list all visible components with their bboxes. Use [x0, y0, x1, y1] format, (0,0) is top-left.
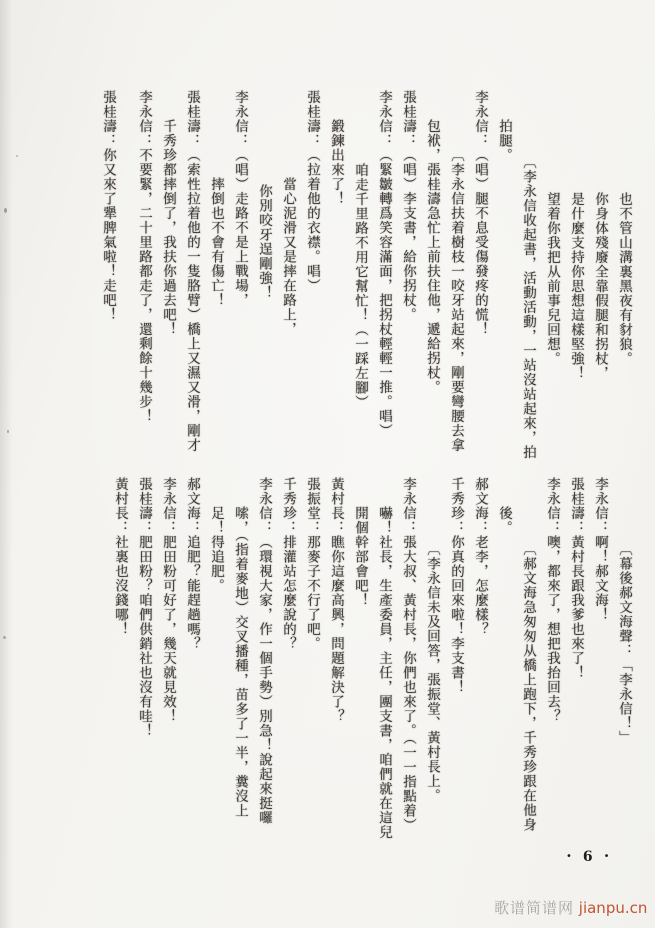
- script-column: 包袱，張桂濤急忙上前扶住他，遞給拐杖。: [424, 119, 440, 395]
- page-number: [566, 849, 610, 865]
- script-column: 拍腿。: [496, 119, 512, 163]
- script-column: 李永信：張大叔、黃村長，你們也來了。（一一指點着）: [400, 477, 416, 833]
- scan-speck: [16, 155, 18, 157]
- script-column: 李永信：啊！郝文海！: [592, 477, 608, 622]
- script-column: 你身体殘廢全靠假腿和拐杖，: [592, 191, 608, 380]
- script-column: 開個幹部會吧！: [352, 506, 368, 608]
- script-column: 〔幕後郝文海聲：「李永信！」: [616, 542, 632, 746]
- script-column: 黃村長：瞧你這麼高興，問題解決了？: [328, 477, 344, 724]
- script-column: 後。: [496, 506, 512, 535]
- script-text-block-bottom: [108, 477, 636, 883]
- script-column: 是什麼支持你思想這樣堅強！: [568, 191, 584, 380]
- script-column: 千秀珍：你真的回來啦！李支書！: [448, 477, 464, 695]
- script-column: 嗦，（指着麥地）交叉播種，苗多了一半，糞沒上: [232, 506, 248, 819]
- script-column: 張桂濤：黃村長跟我爹也來了！: [568, 477, 584, 680]
- script-column: 鍛鍊出來了！: [328, 119, 344, 206]
- page-number-value: 6: [582, 849, 593, 865]
- script-column: 張桂濤：（索性拉着他的一隻胳臂）橋上又濕又滑，剛才: [184, 90, 200, 453]
- script-column: 當心泥滑又是摔在路上，: [280, 177, 296, 337]
- script-column: 李永信：（環視大家，作一個手勢）別急！說起來挺囉: [256, 477, 272, 825]
- script-column: 你別咬牙逞剛強！: [256, 184, 272, 301]
- page-number-dot: •: [566, 851, 572, 862]
- script-text-block-top: [96, 90, 636, 468]
- script-column: 望着你我把从前事兒回想。: [544, 191, 560, 366]
- script-column: 足！得追肥。: [208, 506, 224, 593]
- script-column: 李永信：（唱）走路不是上戰場，: [232, 90, 248, 308]
- script-column: 黃村長：社裏也沒錢哪！: [112, 477, 128, 637]
- script-column: 李永信：（唱）腿不息受傷發疼的慌！: [472, 90, 488, 337]
- script-column: 張桂濤：你又來了犟脾氣啦！走吧！: [100, 90, 116, 322]
- script-column: 〔李永信未及回答，張振堂、黃村長上。: [424, 542, 440, 804]
- script-column: 〔李永信收起書，活動活動，一站沒站起來，拍: [520, 155, 536, 460]
- script-column: 李永信：肥田粉可好了，幾天就見效！: [160, 477, 176, 724]
- script-column: 嚇！社長，生產委員，主任，團支書，咱們就在這兒: [376, 506, 392, 840]
- watermark: [494, 897, 647, 918]
- script-column: 郝文海：老李，怎麼樣？: [472, 477, 488, 637]
- scan-speck: [4, 208, 7, 213]
- script-column: 郝文海：追肥？能趕趟嗎？: [184, 477, 200, 651]
- scan-speck: [7, 430, 9, 433]
- script-column: 張桂濤：肥田粉？咱們供銷社也沒有哇！: [136, 477, 152, 738]
- script-column: 李永信：噢，都來了，想把我抬回去？: [544, 477, 560, 724]
- script-column: 摔倒也不會有傷亡！: [208, 177, 224, 308]
- script-column: 千秀珍都摔倒了，我扶你過去吧！: [160, 119, 176, 337]
- script-column: 李永信：（緊皺轉爲笑容滿面，把拐杖輕輕一推。唱）: [376, 90, 392, 438]
- watermark-site-name: 歌谱简谱网: [494, 899, 575, 917]
- scan-speck: [3, 636, 6, 639]
- script-column: 咱走千里路不用它幫忙！（一踩左腳）: [352, 162, 368, 409]
- script-column: 張桂濤：（拉着他的衣襟。唱）: [304, 90, 320, 293]
- script-column: 張振堂：那麥子不行了吧。: [304, 477, 320, 651]
- script-column: 也不管山溝裏黑夜有豺狼。: [616, 191, 632, 366]
- script-column: 〔李永信扶着樹枝一咬牙站起來，剛要彎腰去拿: [448, 148, 464, 453]
- script-column: 〔郝文海急匆匆从橋上跑下，千秀珍跟在他身: [520, 542, 536, 833]
- script-column: 張桂濤：（唱）李支書，給你拐杖。: [400, 90, 416, 322]
- watermark-site-url: jianpu.cn: [574, 899, 648, 917]
- script-column: 千秀珍：排灌站怎麼說的？: [280, 477, 296, 651]
- script-column: 李永信：不要緊，二十里路都走了，還剩餘十幾步！: [136, 90, 152, 424]
- page-number-dot: •: [603, 851, 610, 862]
